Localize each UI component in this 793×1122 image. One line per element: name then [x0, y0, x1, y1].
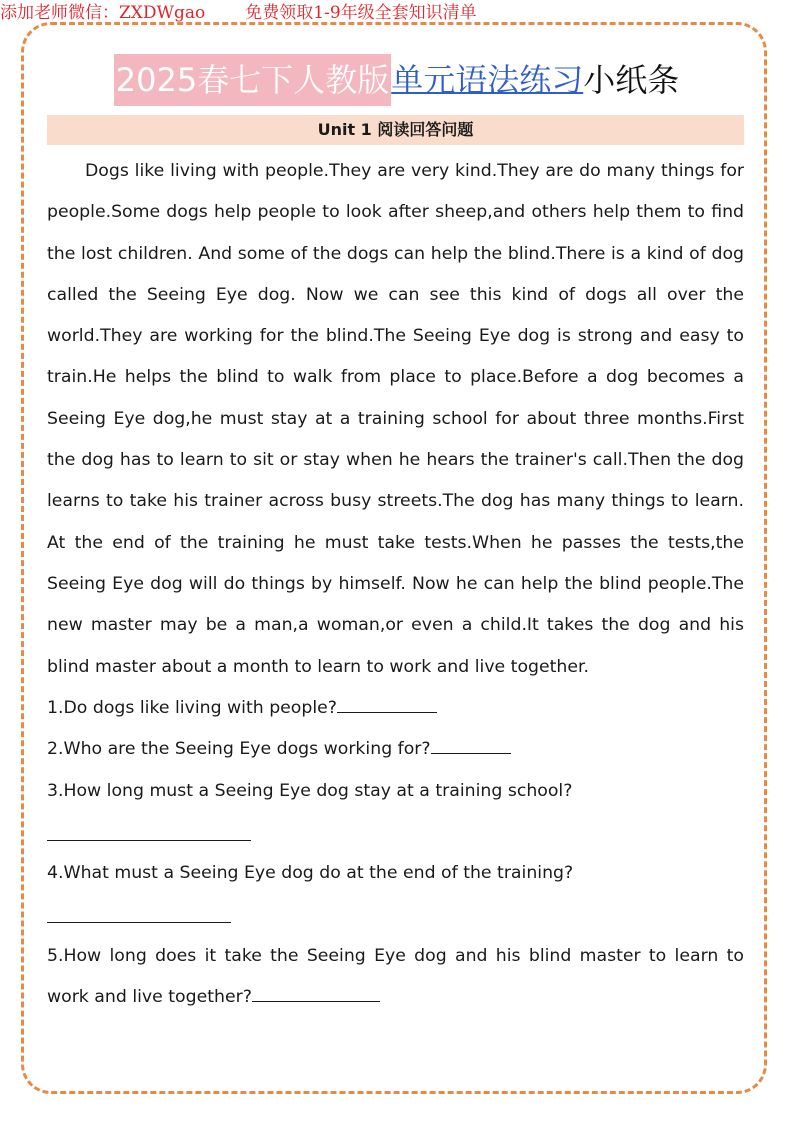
answer-blank[interactable] — [337, 698, 437, 713]
answer-line-3[interactable] — [47, 812, 744, 853]
question-1 — [47, 688, 744, 729]
title-part-topic: 单元语法练习 — [391, 61, 584, 99]
header-note-offer: 免费领取1-9年级全套知识清单 — [245, 3, 477, 23]
question-4 — [47, 853, 744, 894]
question-list — [47, 688, 744, 1018]
header-note-wechat: 添加老师微信：ZXDWgao — [0, 3, 206, 23]
question-5 — [47, 936, 744, 1019]
question-3 — [47, 771, 744, 812]
question-text: 3.How long must a Seeing Eye dog stay at a training school? — [47, 780, 573, 801]
question-2 — [47, 729, 744, 770]
title-part-edition: 2025春七下人教版 — [114, 54, 391, 106]
answer-line-4[interactable] — [47, 894, 744, 935]
question-text: 2.Who are the Seeing Eye dogs working for? — [47, 739, 431, 760]
answer-blank[interactable] — [431, 739, 511, 754]
section-heading-label: Unit 1 阅读回答问题 — [317, 120, 474, 139]
question-text: 4.What must a Seeing Eye dog do at the end of the training? — [47, 863, 574, 884]
section-heading — [47, 115, 744, 145]
question-text: 5.How long does it take the Seeing Eye dog and his blind master to learn to work and live together? — [47, 945, 744, 1008]
answer-blank[interactable] — [252, 987, 380, 1002]
reading-passage: Dogs like living with people.They are very kind.They are do many things for people.Some dogs help people to look after sheep,and others help them to find the lost children. And some of the dogs can help the blind.There is a kind of dog called the Seeing Eye dog. Now we can see this kind of dogs all over the world.They are working for the blind.The Seeing Eye dog is strong and easy to train.He helps the blind to walk from place to place.Before a dog becomes a Seeing Eye dog,he must stay at a training school for about three months.First the dog has to learn to sit or stay when he hears the trainer's call.Then the dog learns to take his trainer across busy streets.The dog has many things to learn. At the end of the training he must take tests.When he passes the tests,the Seeing Eye dog will do things by himself. Now he can help the blind people.The new master may be a man,a woman,or even a child.It takes the dog and his blind master about a month to learn to work and live together. — [47, 161, 744, 677]
page-title — [0, 54, 793, 106]
question-text: 1.Do dogs like living with people? — [47, 698, 337, 718]
title-part-note: 小纸条 — [583, 61, 680, 99]
header-note — [0, 2, 477, 24]
